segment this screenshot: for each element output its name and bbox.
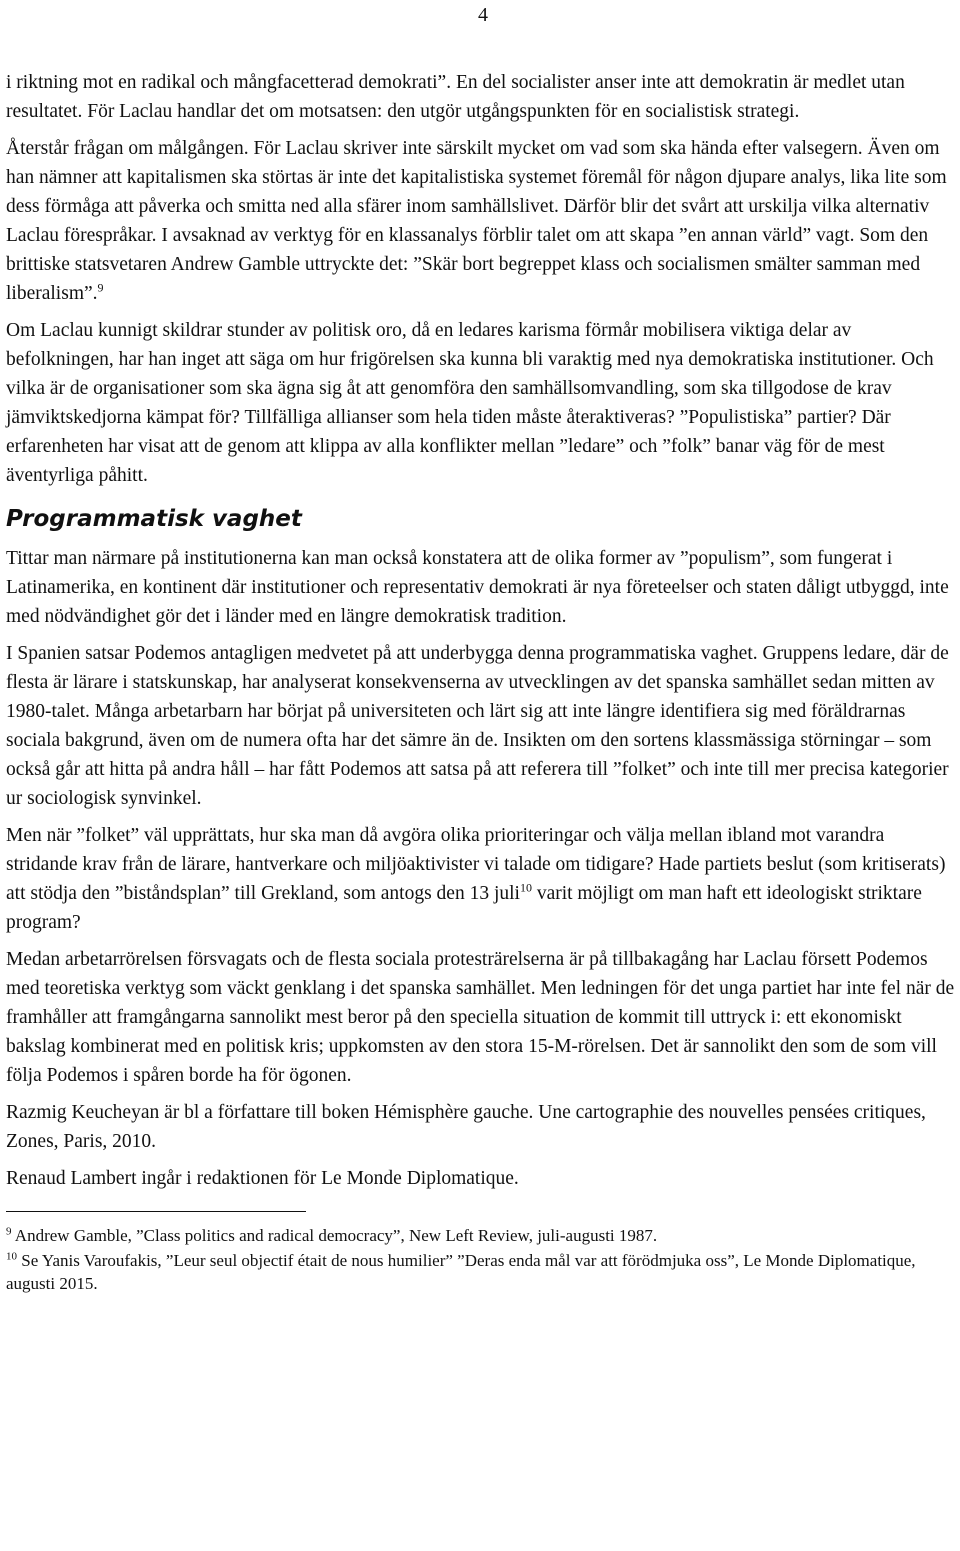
footnote-reference[interactable]: 10 — [519, 880, 532, 895]
footnote — [6, 1224, 956, 1247]
paragraph: Medan arbetarrörelsen försvagats och de flesta sociala protesträrelserna är på tillbakagång har Laclau försett Podemos med teoretiska verktyg som väckt genklang i det spanska samhället. Men ledningen för det unga partiet har inte fel när de framhåller att framgångarna sannolikt mest beror på den speciella situation de kommit till uttryck i: ett ekonomiskt bakslag kombinerat med en politisk kris; uppkomsten av den stora 15-M-rörelsen. Det är sannolikt den som de som vill följa Podemos i spåren borde ha för ögonen. — [6, 949, 955, 1086]
paragraph: Tittar man närmare på institutionerna kan man också konstatera att de olika former av ”populism”, som fungerat i Latinamerika, en kontinent där institutioner och representativ demokrati är nya företeelser och staten dåligt utbyggd, inte med nödvändighet gör det i länder med en längre demokratisk tradition. — [6, 548, 949, 627]
paragraph: Om Laclau kunnigt skildrar stunder av politisk oro, då en ledares karisma förmår mobilisera viktiga delar av befolkningen, har han inget att säga om hur frigörelsen ska kunna bli varaktig med nya demokratiska institutioner. Och vilka är de organisationer som ska ägna sig åt att genomföra den samhällsomvandling, som ska tillgodose de krav jämviktskedjorna kämpat för? Tillfälliga allianser som hela tiden måste återaktiveras? ”Populistiska” partier? Där erfarenheten har visat att de genom att klippa av alla konflikter mellan ”ledare” och ”folk” banar väg för de mest äventyrliga påhitt. — [6, 320, 934, 486]
paragraph: I Spanien satsar Podemos antagligen medvetet på att underbygga denna programmatiska vaghet. Gruppens ledare, där de flesta är lärare i statskunskap, har analyserat konsekvenserna av utvecklingen av det spanska samhället sedan mitten av 1980-talet. Många arbetarbarn har börjat på universiteten och lärt sig att inte längre identifiera sig med föräldrarnas sociala bakgrund, även om de numera ofta har det sämre än de. Insikten om den sortens klassmässiga störningar – som också går att hitta på andra håll – har fått Podemos att satsa på att referera till ”folket” och inte till mer precisa kategorier ur sociologisk synvinkel. — [6, 643, 949, 809]
footnote-reference[interactable]: 9 — [97, 280, 104, 295]
footnote-text: Se Yanis Varoufakis, ”Leur seul objectif était de nous humilier” ”Deras enda mål var att förödmjuka oss”, Le Monde Diplomatique, augusti 2015. — [6, 1251, 916, 1293]
paragraph — [6, 821, 956, 937]
footnote — [6, 1249, 956, 1295]
body-text — [6, 68, 956, 1297]
page-number: 4 — [478, 4, 488, 26]
section-heading: Programmatisk vaghet — [6, 506, 302, 532]
paragraph-text: varit möjligt om man haft ett ideologiskt striktare program? — [6, 883, 922, 933]
author-bio: Razmig Keucheyan är bl a författare till boken Hémisphère gauche. Une cartographie des nouvelles pensées critiques, Zones, Paris, 2010. — [6, 1102, 926, 1152]
paragraph — [6, 134, 956, 308]
paragraph: i riktning mot en radikal och mångfacetterad demokrati”. En del socialister anser inte att demokratin är medlet utan resultatet. För Laclau handlar det om motsatsen: den utgör utgångspunkten för en socialistisk strategi. — [6, 72, 905, 122]
footnote-number: 10 — [6, 1250, 17, 1263]
footnote-divider — [6, 1211, 306, 1212]
footnote-text: Andrew Gamble, ”Class politics and radical democracy”, New Left Review, juli-augusti 1987. — [11, 1226, 658, 1245]
paragraph-text: Återstår frågan om målgången. För Laclau skriver inte särskilt mycket om vad som ska hända efter valsegern. Även om han nämner att kapitalismen ska störtas är inte det kapitalistiska systemet föremål för någon djupare analys, lika lite som dess förmåga att påverka och smitta ned alla sfärer inom samhällslivet. Därför blir det svårt att urskilja vilka alternativ Laclau förespråkar. I avsaknad av verktyg för en klassanalys förblir talet om att skapa ”en annan värld” vagt. Som den brittiske statsvetaren Andrew Gamble uttryckte det: ”Skär bort begreppet klass och socialismen smälter samman med liberalism”. — [6, 138, 947, 304]
author-bio: Renaud Lambert ingår i redaktionen för Le Monde Diplomatique. — [6, 1168, 519, 1189]
paragraph-text: Men när ”folket” väl upprättats, hur ska man då avgöra olika prioriteringar och välja mellan ibland mot varandra stridande krav från de lärare, hantverkare och miljöaktivister vi talade om tidigare? Hade partiets beslut (som kritiserats) att stödja den ”biståndsplan” till Grekland, som antogs den 13 juli — [6, 825, 946, 904]
footnote-number: 9 — [6, 1225, 12, 1238]
